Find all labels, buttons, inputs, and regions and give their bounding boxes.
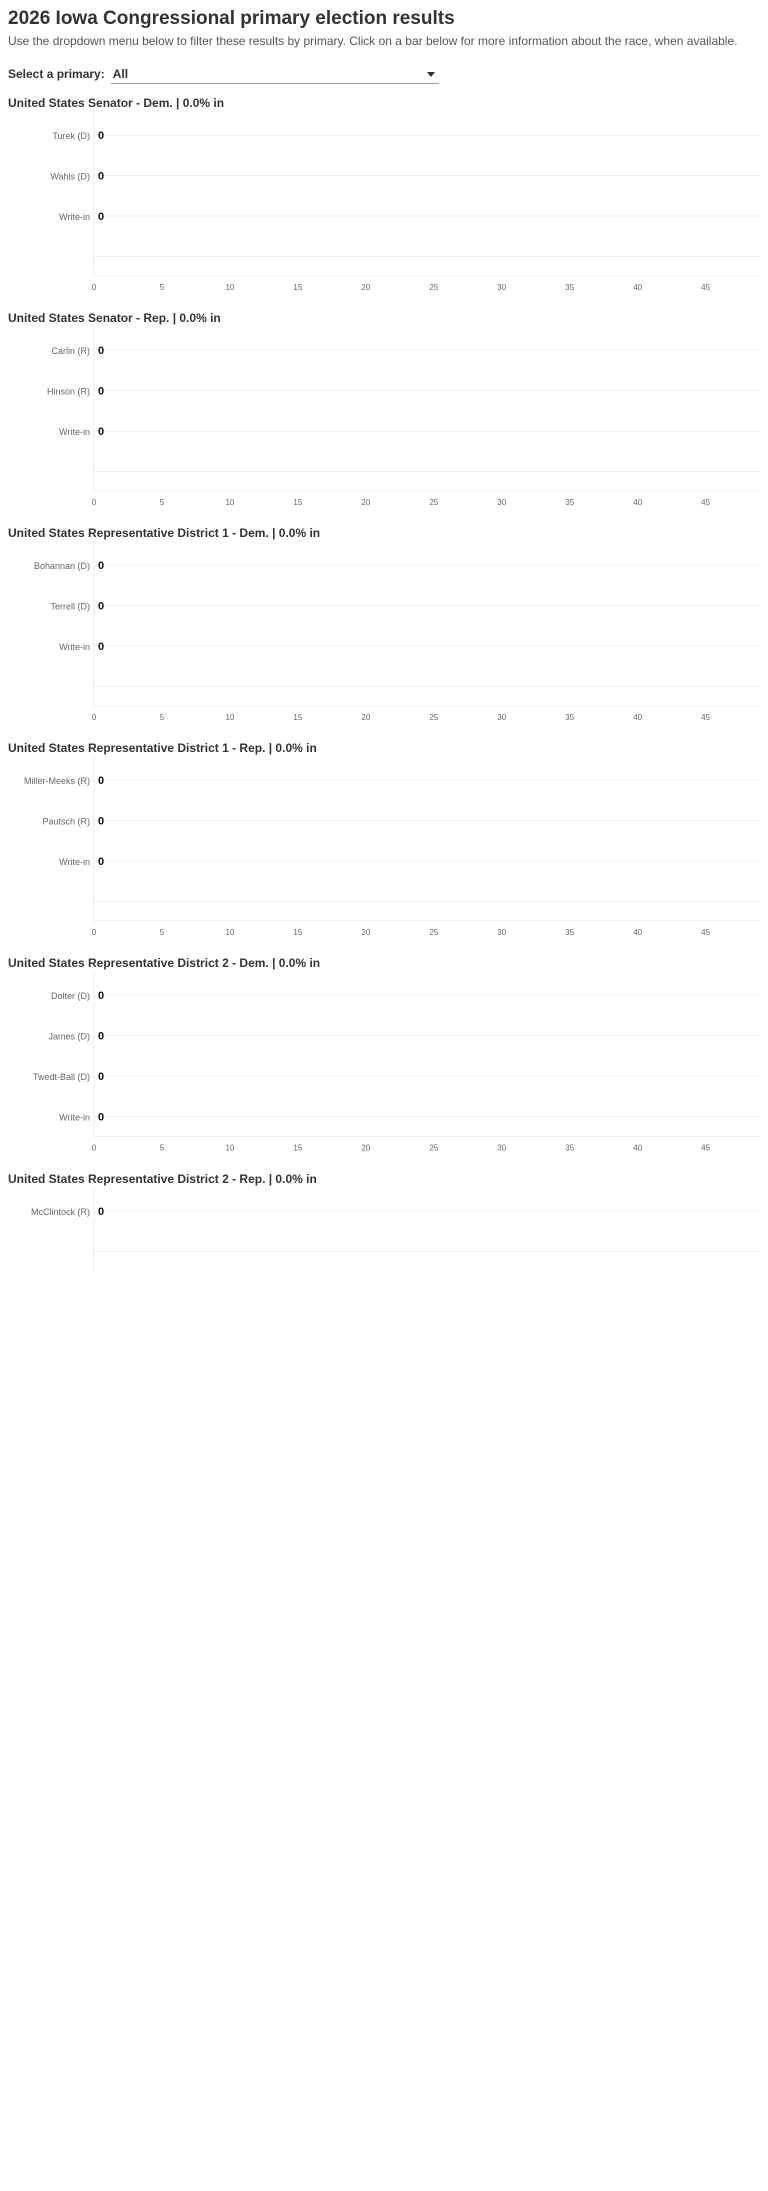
x-tick-label: 20 bbox=[361, 498, 371, 507]
x-tick-label: 25 bbox=[429, 1143, 439, 1153]
category-label: Bohannan (D) bbox=[33, 561, 90, 571]
x-tick-label: 0 bbox=[91, 713, 97, 722]
x-tick-label: 10 bbox=[225, 283, 235, 292]
race-bar-chart bbox=[8, 756, 760, 947]
page-title: 2026 Iowa Congressional primary election results bbox=[8, 8, 455, 29]
x-tick-label: 15 bbox=[293, 283, 303, 292]
x-tick-label: 30 bbox=[497, 1143, 507, 1153]
x-tick-label: 35 bbox=[565, 1143, 575, 1153]
category-label: Write-in bbox=[59, 427, 90, 437]
value-label: 0 bbox=[98, 1205, 105, 1218]
value-label: 0 bbox=[98, 426, 105, 438]
value-label: 0 bbox=[98, 600, 105, 613]
race-chart-5 bbox=[8, 1171, 760, 1271]
value-label: 0 bbox=[98, 560, 105, 572]
x-tick-label: 45 bbox=[701, 1143, 711, 1153]
category-label: Miller-Meeks (R) bbox=[24, 776, 90, 786]
x-tick-label: 40 bbox=[633, 283, 643, 292]
value-label: 0 bbox=[98, 130, 105, 142]
x-tick-label: 0 bbox=[91, 283, 97, 292]
x-tick-label: 0 bbox=[91, 928, 97, 937]
x-tick-label: 0 bbox=[91, 1143, 97, 1153]
x-tick-label: 30 bbox=[497, 498, 507, 507]
x-tick-label: 15 bbox=[293, 1143, 303, 1153]
race-title: United States Representative District 2 - Dem. | 0.0% in bbox=[8, 956, 321, 970]
x-tick-label: 25 bbox=[429, 498, 439, 507]
race-bar-chart bbox=[8, 326, 760, 517]
x-tick-label: 25 bbox=[429, 928, 439, 937]
category-label: McClintock (R) bbox=[30, 1206, 90, 1217]
x-tick-label: 30 bbox=[497, 713, 507, 722]
x-tick-label: 40 bbox=[633, 713, 643, 722]
x-tick-label: 0 bbox=[91, 498, 97, 507]
x-tick-label: 45 bbox=[701, 928, 711, 937]
x-tick-label: 35 bbox=[565, 713, 575, 722]
value-label: 0 bbox=[98, 990, 105, 1002]
primary-select[interactable] bbox=[111, 64, 439, 84]
x-tick-label: 30 bbox=[497, 283, 507, 292]
category-label: Write-in bbox=[59, 857, 90, 867]
value-label: 0 bbox=[98, 1071, 105, 1083]
x-tick-label: 35 bbox=[565, 498, 575, 507]
category-label: Dolter (D) bbox=[50, 991, 90, 1001]
x-tick-label: 40 bbox=[633, 1143, 643, 1153]
x-tick-label: 20 bbox=[361, 713, 371, 722]
page-subtitle: Use the dropdown menu below to filter these results by primary. Click on a bar below for more information about the race, when available. bbox=[8, 34, 738, 48]
x-tick-label: 45 bbox=[701, 498, 711, 507]
x-tick-label: 15 bbox=[293, 498, 303, 507]
race-chart-1 bbox=[8, 310, 760, 517]
x-tick-label: 20 bbox=[361, 283, 371, 292]
x-tick-label: 10 bbox=[225, 713, 235, 722]
category-label: Carlin (R) bbox=[51, 346, 90, 356]
race-bar-chart bbox=[8, 111, 760, 302]
x-tick-label: 10 bbox=[225, 928, 235, 937]
x-tick-label: 5 bbox=[159, 283, 165, 292]
x-tick-label: 10 bbox=[225, 1143, 235, 1153]
x-tick-label: 45 bbox=[701, 713, 711, 722]
value-label: 0 bbox=[98, 775, 105, 787]
x-tick-label: 15 bbox=[293, 928, 303, 937]
value-label: 0 bbox=[98, 1111, 105, 1124]
x-tick-label: 35 bbox=[565, 283, 575, 292]
race-bar-chart bbox=[8, 541, 760, 732]
category-label: Twedt-Ball (D) bbox=[32, 1072, 90, 1082]
race-title: United States Senator - Rep. | 0.0% in bbox=[8, 311, 221, 325]
category-label: Turek (D) bbox=[52, 131, 90, 141]
category-label: Pautsch (R) bbox=[42, 816, 90, 827]
category-label: Wahls (D) bbox=[50, 171, 90, 182]
category-label: James (D) bbox=[48, 1031, 90, 1042]
primary-select-value: All bbox=[112, 67, 129, 81]
race-chart-3 bbox=[8, 740, 760, 947]
category-label: Terrell (D) bbox=[50, 601, 90, 612]
x-tick-label: 5 bbox=[159, 928, 165, 937]
race-title: United States Senator - Dem. | 0.0% in bbox=[8, 96, 225, 110]
x-tick-label: 25 bbox=[429, 283, 439, 292]
race-chart-2 bbox=[8, 525, 760, 732]
race-title: United States Representative District 2 - Rep. | 0.0% in bbox=[8, 1171, 317, 1186]
race-charts bbox=[8, 95, 760, 1271]
x-tick-label: 5 bbox=[159, 498, 165, 507]
x-tick-label: 25 bbox=[429, 713, 439, 722]
x-tick-label: 10 bbox=[225, 498, 235, 507]
value-label: 0 bbox=[98, 345, 105, 357]
x-tick-label: 40 bbox=[633, 498, 643, 507]
category-label: Hinson (R) bbox=[46, 386, 90, 397]
x-tick-label: 20 bbox=[361, 928, 371, 937]
x-tick-label: 40 bbox=[633, 928, 643, 937]
category-label: Write-in bbox=[59, 1112, 90, 1123]
race-chart-4 bbox=[8, 955, 760, 1163]
x-tick-label: 5 bbox=[159, 1143, 165, 1153]
primary-filter bbox=[8, 63, 760, 85]
race-chart-0 bbox=[8, 95, 760, 302]
chevron-down-icon bbox=[427, 72, 435, 77]
value-label: 0 bbox=[98, 211, 105, 223]
value-label: 0 bbox=[98, 170, 105, 183]
value-label: 0 bbox=[98, 1030, 105, 1043]
x-tick-label: 20 bbox=[361, 1143, 371, 1153]
race-title: United States Representative District 1 - Rep. | 0.0% in bbox=[8, 741, 317, 755]
race-title: United States Representative District 1 - Dem. | 0.0% in bbox=[8, 526, 321, 540]
race-bar-chart bbox=[8, 971, 760, 1163]
x-tick-label: 5 bbox=[159, 713, 165, 722]
category-label: Write-in bbox=[59, 212, 90, 222]
race-bar-chart bbox=[8, 1187, 760, 1271]
x-tick-label: 15 bbox=[293, 713, 303, 722]
value-label: 0 bbox=[98, 815, 105, 828]
x-tick-label: 30 bbox=[497, 928, 507, 937]
x-tick-label: 35 bbox=[565, 928, 575, 937]
x-tick-label: 45 bbox=[701, 283, 711, 292]
value-label: 0 bbox=[98, 856, 105, 868]
category-label: Write-in bbox=[59, 642, 90, 652]
value-label: 0 bbox=[98, 385, 105, 398]
value-label: 0 bbox=[98, 641, 105, 653]
primary-filter-label: Select a primary: bbox=[8, 67, 105, 81]
